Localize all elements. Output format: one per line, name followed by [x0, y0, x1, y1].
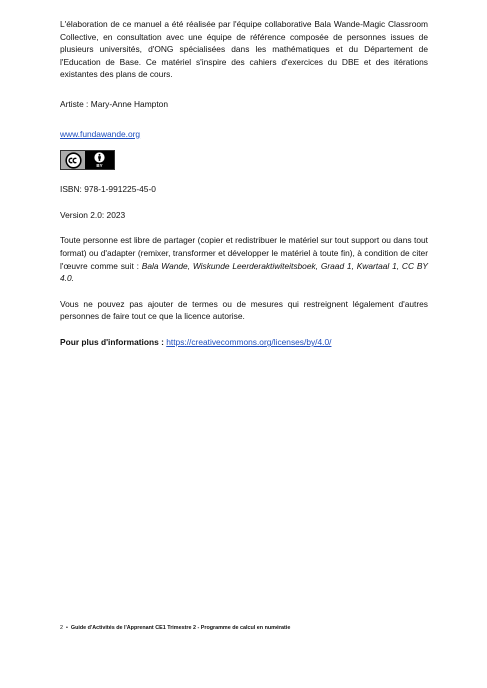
footer-title: Guide d'Activités de l'Apprenant CE1 Trimestre 2 - Programme de calcul en numératie: [70, 625, 291, 631]
page-footer: [60, 625, 290, 632]
share-text: Toute personne est libre de partager (copier et redistribuer le matériel sur tout support ou dans tout format) ou d'adapter (remixer, transformer et développer le matériel à toute fin), à condition de citer l'œuvre comme suit :: [60, 235, 428, 271]
restriction-paragraph: Vous ne pouvez pas ajouter de termes ou de mesures qui restreignent légalement d'autres personnes de faire tout ce que la licence autorise.: [60, 298, 428, 322]
by-label: BY: [96, 163, 103, 169]
cc-icon: [61, 151, 85, 169]
intro-paragraph: L'élaboration de ce manuel a été réalisée par l'équipe collaborative Bala Wande-Magic Classroom Collective, en consultation avec une équipe de référence composée de personnes issues de plusieurs universités, d'ONG spécialisées dans les mathématiques et du Département de l'Education de Base. Ce matériel s'inspire des cahiers d'exercices du DBE et des itérations existantes des plans de cours.: [60, 19, 428, 80]
artist-credit: Artiste : Mary-Anne Hampton: [60, 98, 168, 109]
share-paragraph: [60, 234, 428, 284]
more-info-line: [60, 336, 428, 349]
cc-by-license-badge[interactable]: [60, 150, 115, 170]
isbn-line: ISBN: 978-1-991225-45-0: [60, 184, 156, 195]
website-line: [60, 128, 428, 141]
page-content: [60, 18, 428, 349]
page-number: 2: [60, 625, 63, 631]
footer-bullet: •: [66, 625, 68, 631]
citation-text: Bala Wande, Wiskunde Leerderaktiwiteitsboek, Graad 1, Kwartaal 1, CC BY 4.0.: [60, 260, 428, 284]
more-info-label: Pour plus d'informations :: [60, 336, 167, 347]
website-link[interactable]: www.fundawande.org: [60, 128, 141, 139]
person-icon: [94, 152, 105, 163]
license-url-link[interactable]: https://creativecommons.org/licenses/by/4.0/: [166, 336, 332, 347]
by-section: [85, 151, 114, 169]
version-line: Version 2.0: 2023: [60, 209, 126, 220]
